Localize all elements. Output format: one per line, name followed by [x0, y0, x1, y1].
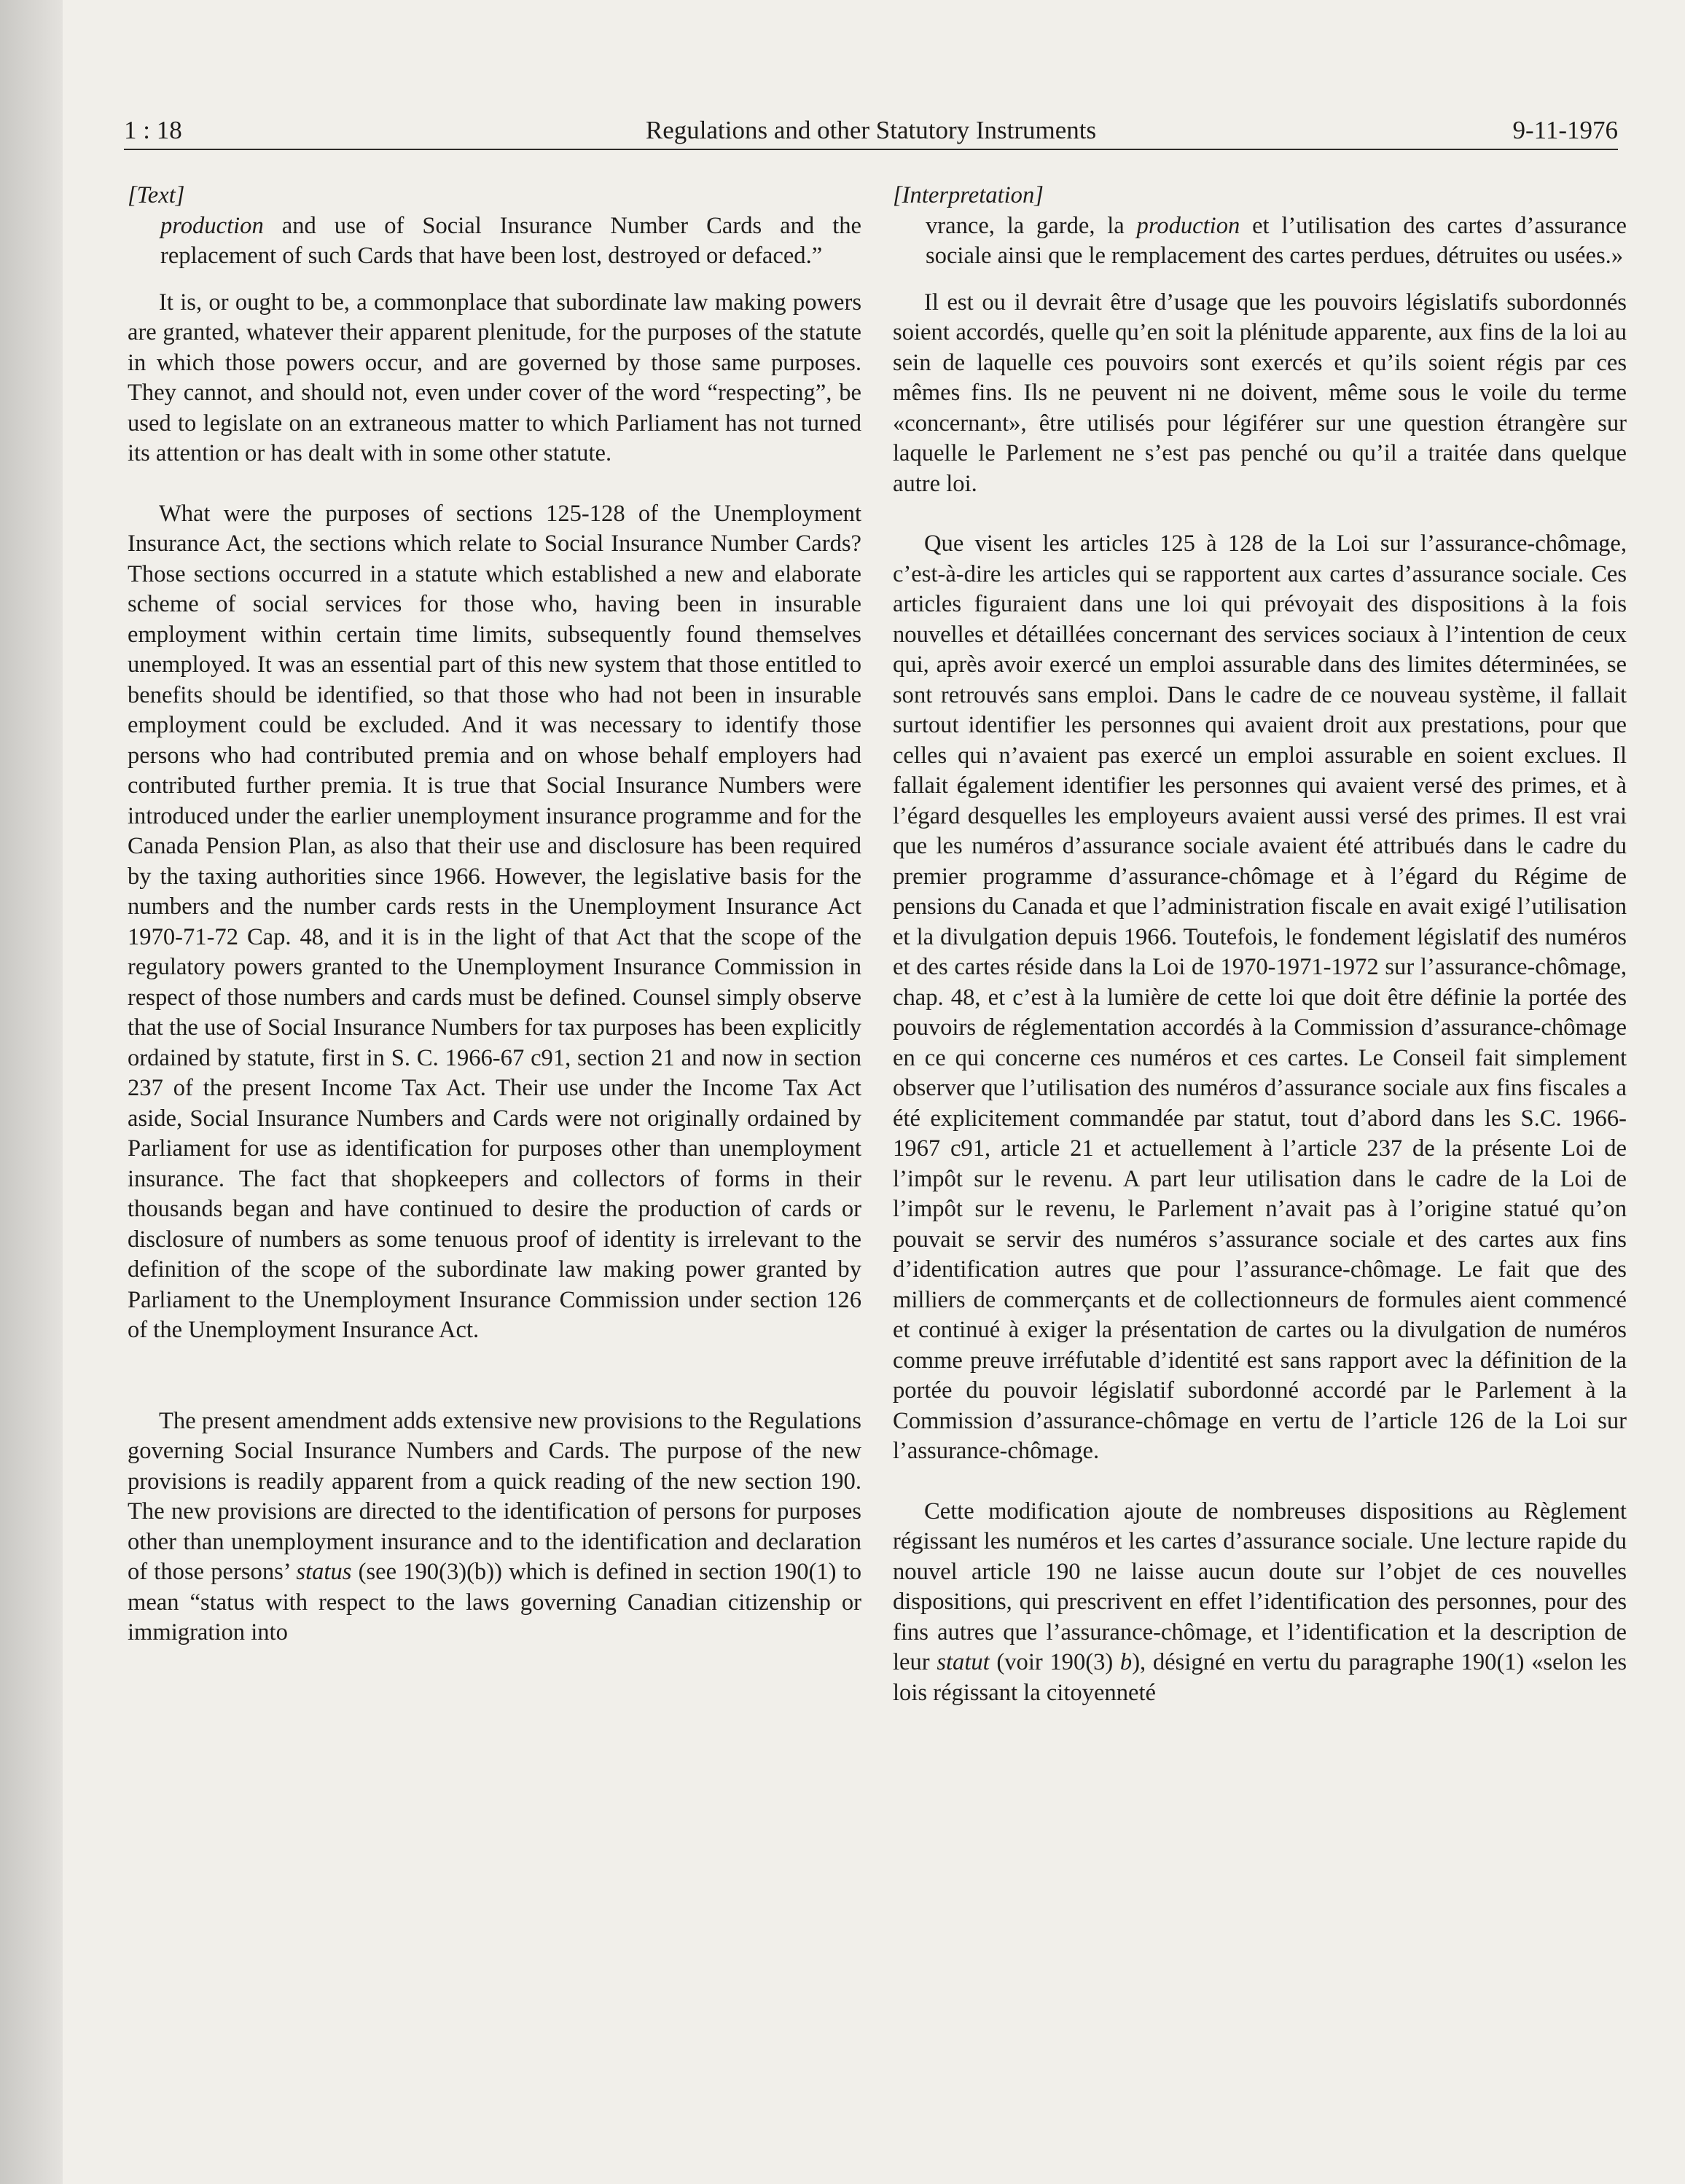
column-label-interpretation: [Interpretation]	[893, 182, 1044, 208]
emphasis-production: production	[160, 212, 264, 239]
english-column	[128, 181, 861, 1648]
paragraph-articles: Que visent les articles 125 à 128 de la Loi sur l’assurance-chômage, c’est-à-dire les articles qui se rapportent aux cartes d’assurance sociale. Ces articles figuraient dans une loi qui prévoyait des dispositions à la fois nouvelles et détaillées concernant des services sociaux à l’intention de ceux qui, après avoir exercé un emploi assurable dans des limites déterminées, se sont retrouvés sans emploi. Dans le cadre de ce nouveau système, il fallait surtout identifier les personnes qui avaient droit aux prestations, pour que celles qui n’avaient pas exercé un emploi assurable en soient exclues. Il fallait également identifier les personnes qui avaient versé des primes, et à l’égard desquelles les employeurs avaient aussi versé des primes. Il est vrai que les numéros d’assurance sociale avaient été attribués dans le cadre du premier programme d’assurance-chômage et à l’égard du Régime de pensions du Canada et que l’administration fiscale en avait exigé l’utilisation et la divulgation depuis 1966. Toutefois, le fondement législatif des numéros et des cartes réside dans la Loi de 1970-1971-1972 sur l’assurance-chômage, chap. 48, et c’est à la lumière de cette loi que doit être définie la portée des pouvoirs de réglementation accordés à la Commission d’assurance-chômage en ce qui concerne ces numéros et ces cartes. Le Conseil fait simplement observer que l’utilisation des numéros d’assurance sociale aux fins fiscales a été explicitement commandée par statut, tout d’abord dans les S.C. 1966-1967 c91, article 21 et actuellement à l’article 237 de la présente Loi de l’impôt sur le revenu. A part leur utilisation dans le cadre de la Loi de l’impôt sur le revenu, le Parlement n’avait pas à l’origine statué qu’on pouvait se servir des numéros s’assurance sociale et des cartes aux fins d’identification autres que pour l’assurance-chômage. Le fait que des milliers de commerçants et de collectionneurs de formules aient commencé et continué à exiger la présentation de cartes ou la divulgation de numéros comme preuve irréfutable d’identité est sans rapport avec la définition de la portée du pouvoir législatif subordonné accordé par le Parlement à la Commission d’assurance-chômage en vertu de l’article 126 de la Loi sur l’assurance-chômage.	[893, 531, 1627, 1464]
paragraph-amendment: The present amendment adds extensive new provisions to the Regulations governing Social Insurance Numbers and Cards. The purpose of the new provisions is readily apparent from a quick reading of the new section 190. The new provisions are directed to the identification of persons for purposes other than unemployment insurance and to the identification and declaration of those persons’ status (see 190(3)(b)) which is defined in section 190(1) to mean “status with respect to the laws governing Canadian citizenship or immigration into	[128, 1407, 861, 1645]
issue-date: 9-11-1976	[1512, 116, 1618, 144]
french-column	[893, 181, 1627, 1708]
paragraph-purposes: What were the purposes of sections 125-128 of the Unemployment Insurance Act, the sections which relate to Social Insurance Number Cards? Those sections occurred in a statute which established a new and elaborate scheme of social services for those who, having been in insurable employment within certain time limits, subsequently found themselves unemployed. It was an essential part of this new system that those entitled to benefits should be identified, so that those who had not been in insurable employment could be excluded. And it was necessary to identify those persons who had contributed premia and on whose behalf employers had contributed further premia. It is true that Social Insurance Numbers were introduced under the earlier unemployment insurance programme and for the Canada Pension Plan, as also that their use and disclosure has been required by the taxing authorities since 1966. However, the legislative basis for the numbers and the number cards rests in the Unemployment Insurance Act 1970-71-72 Cap. 48, and it is in the light of that Act that the scope of the regulatory powers granted to the Unemployment Insurance Commission in respect of those numbers and cards must be defined. Counsel simply observe that the use of Social Insurance Numbers for tax purposes has been explicitly ordained by statute, first in S. C. 1966-67 c91, section 21 and now in section 237 of the present Income Tax Act. Their use under the Income Tax Act aside, Social Insurance Numbers and Cards were not originally ordained by Parliament for use as identification for purposes other than unemployment insurance. The fact that shopkeepers and collectors of forms in their thousands began and have continued to desire the production of cards or disclosure of numbers as some tenuous proof of identity is irrelevant to the definition of the scope of the subordinate law making power granted by Parliament to the Unemployment Insurance Commission under section 126 of the Unemployment Insurance Act.	[128, 500, 861, 1343]
running-header	[124, 114, 1618, 147]
paragraph-subordinate-law: It is, or ought to be, a commonplace that subordinate law making powers are granted, whatever their apparent plenitude, for the purposes of the statute in which those powers occur, and are governed by those same purposes. They cannot, and should not, even under cover of the word “respecting”, be used to legislate on an extraneous matter to which Parliament has not turned its attention or has dealt with in some other statute.	[128, 289, 861, 466]
page-number: 1 : 18	[124, 116, 182, 144]
quoted-regulation-end: production and use of Social Insurance Number Cards and the replacement of such Cards that have been lost, destroyed or defaced.”	[160, 212, 861, 269]
paragraph-modification: Cette modification ajoute de nombreuses dispositions au Règlement régissant les numéros et les cartes d’assurance sociale. Une lecture rapide du nouvel article 190 ne laisse aucun doute sur l’objet de ces nouvelles dispositions, qui prescrivent en effet l’identification des personnes, pour des fins autres que l’assurance-chômage, et l’identification et la description de leur statut (voir 190(3) b), désigné en vertu du paragraphe 190(1) «selon les lois régissant la citoyenneté	[893, 1498, 1627, 1706]
paragraph-pouvoirs: Il est ou il devrait être d’usage que les pouvoirs législatifs subordonnés soient accordés, quelle qu’en soit la plénitude apparente, aux fins de la loi au sein de laquelle ces pouvoirs sont exercés et qu’ils soient régis par ces mêmes fins. Ils ne peuvent ni ne doivent, même sous le voile du terme «concernant», être utilisés pour légiférer sur une question étrangère sur laquelle le Parlement ne s’est pas penché ou qu’il a traitée dans quelque autre loi.	[893, 289, 1627, 497]
header-rule	[124, 149, 1618, 150]
scan-binding-edge	[0, 0, 63, 2184]
publication-title: Regulations and other Statutory Instruments	[645, 116, 1097, 144]
quoted-regulation-end-fr: vrance, la garde, la production et l’utilisation des cartes d’assurance sociale ainsi que le remplacement des cartes perdues, détruites ou usées.»	[926, 212, 1627, 269]
column-label-text: [Text]	[128, 182, 185, 208]
